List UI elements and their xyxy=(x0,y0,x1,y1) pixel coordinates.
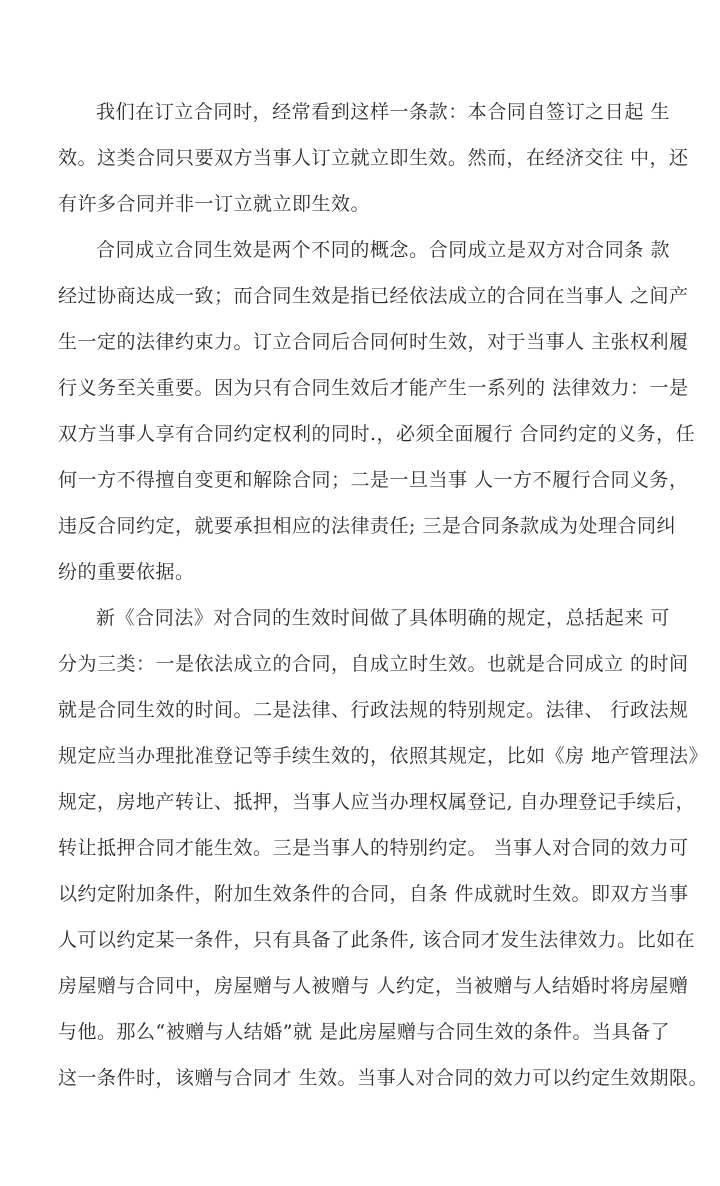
paragraph-3-line-3: 就是合同生效的时间。二是法律、行政法规的特别规定。法律、 行政法规 xyxy=(58,699,689,721)
paragraph-2-line-4: 行义务至关重要。因为只有合同生效后才能产生一系列的 法律效力：一是 xyxy=(58,377,689,399)
paragraph-2-line-7: 违反合同约定，就要承担相应的法律责任; 三是合同条款成为处理合同纠 xyxy=(58,515,676,537)
paragraph-3-line-4: 规定应当办理批准登记等手续生效的，依照其规定，比如《房 地产管理法》 xyxy=(58,745,709,767)
paragraph-2-line-1: 合同成立合同生效是两个不同的概念。合同成立是双方对合同条 款 xyxy=(96,239,670,261)
paragraph-3-line-8: 人可以约定某一条件，只有具备了此条件, 该合同才发生法律效力。比如在 xyxy=(58,929,696,951)
paragraph-3-line-11: 这一条件时，该赠与合同才 生效。当事人对合同的效力可以约定生效期限。 xyxy=(58,1067,709,1089)
paragraph-3-line-10: 与他。那么“被赠与人结婚”就 是此房屋赠与合同生效的条件。当具备了 xyxy=(58,1021,670,1043)
paragraph-2-line-3: 生一定的法律约束力。订立合同后合同何时生效，对于当事人 主张权利履 xyxy=(58,331,689,353)
paragraph-3-line-2: 分为三类：一是依法成立的合同，自成立时生效。也就是合同成立 的时间 xyxy=(58,653,689,675)
paragraph-3-line-9: 房屋赠与合同中，房屋赠与人被赠与 人约定，当被赠与人结婚时将房屋赠 xyxy=(58,975,689,997)
paragraph-2-line-2: 经过协商达成一致；而合同生效是指已经依法成立的合同在当事人 之间产 xyxy=(58,285,689,307)
paragraph-3-line-5: 规定，房地产转让、抵押，当事人应当办理权属登记, 自办理登记手续后， xyxy=(58,791,696,813)
paragraph-1-line-2: 效。这类合同只要双方当事人订立就立即生效。然而，在经济交往 中，还 xyxy=(58,147,689,169)
paragraph-2-line-8: 纷的重要依据。 xyxy=(58,561,195,583)
paragraph-1-line-1: 我们在订立合同时，经常看到这样一条款：本合同自签订之日起 生 xyxy=(96,101,670,123)
paragraph-2-line-5: 双方当事人享有合同约定权利的同时.，必须全面履行 合同约定的义务，任 xyxy=(58,423,696,445)
paragraph-1-line-3: 有许多合同并非一订立就立即生效。 xyxy=(58,193,371,215)
paragraph-3-line-1: 新《合同法》对合同的生效时间做了具体明确的规定，总括起来 可 xyxy=(96,607,670,629)
paragraph-3-line-6: 转让抵押合同才能生效。三是当事人的特别约定。 当事人对合同的效力可 xyxy=(58,837,689,859)
paragraph-3-line-7: 以约定附加条件，附加生效条件的合同，自条 件成就时生效。即双方当事 xyxy=(58,883,689,905)
paragraph-2-line-6: 何一方不得擅自变更和解除合同；二是一旦当事 人一方不履行合同义务， xyxy=(58,469,689,491)
